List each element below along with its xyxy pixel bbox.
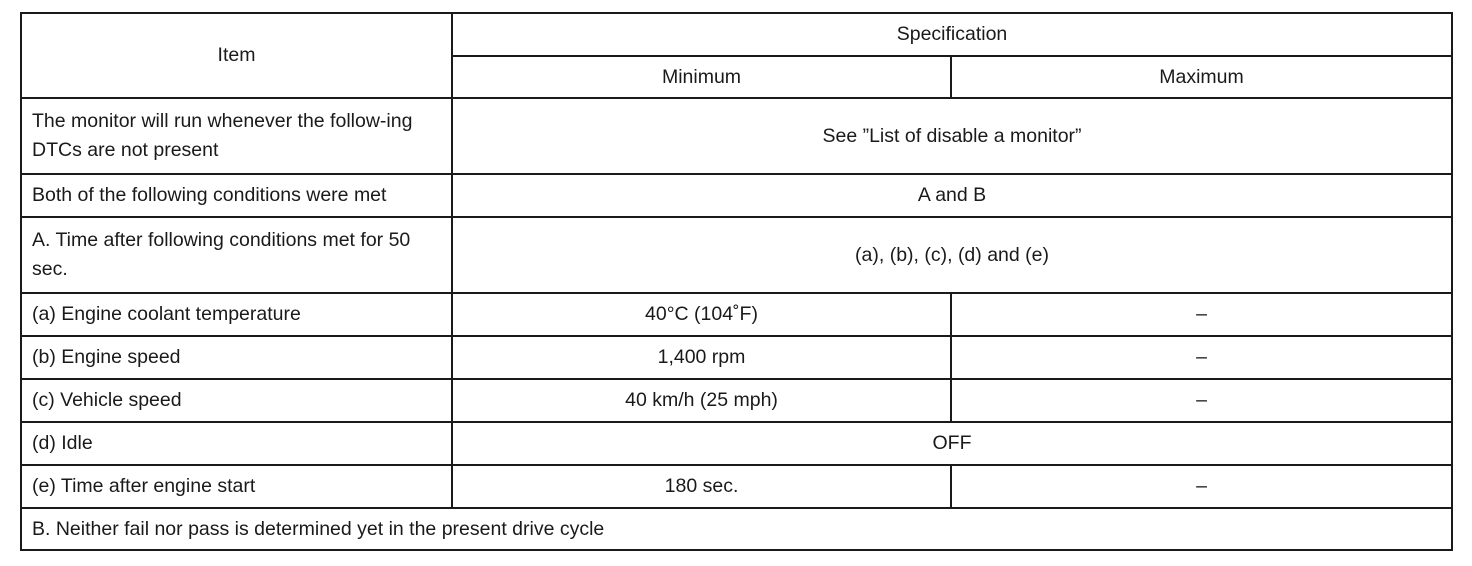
- row-min: 180 sec.: [452, 465, 951, 508]
- table-row: [21, 465, 1452, 508]
- row-item: (e) Time after engine start: [21, 465, 452, 508]
- row-max: –: [951, 336, 1452, 379]
- row-spec: A and B: [452, 174, 1452, 217]
- table-row: [21, 174, 1452, 217]
- row-item: A. Time after following conditions met for 50 sec.: [21, 217, 452, 293]
- table-row: [21, 379, 1452, 422]
- table-row: [21, 336, 1452, 379]
- row-item: (c) Vehicle speed: [21, 379, 452, 422]
- specification-table: [20, 12, 1453, 551]
- row-spec: (a), (b), (c), (d) and (e): [452, 217, 1452, 293]
- row-spec: OFF: [452, 422, 1452, 465]
- row-spec: See ”List of disable a monitor”: [452, 98, 1452, 174]
- table-row: [21, 98, 1452, 174]
- table-row: [21, 422, 1452, 465]
- row-item: (b) Engine speed: [21, 336, 452, 379]
- row-min: 1,400 rpm: [452, 336, 951, 379]
- row-item: The monitor will run whenever the follow-ing DTCs are not present: [21, 98, 452, 174]
- row-item: (a) Engine coolant temperature: [21, 293, 452, 336]
- header-minimum: Minimum: [452, 56, 951, 98]
- table-row: [21, 508, 1452, 550]
- header-item: Item: [21, 13, 452, 98]
- row-max: –: [951, 379, 1452, 422]
- row-min: 40 km/h (25 mph): [452, 379, 951, 422]
- row-max: –: [951, 465, 1452, 508]
- table-row: [21, 217, 1452, 293]
- row-max: –: [951, 293, 1452, 336]
- header-specification: Specification: [452, 13, 1452, 56]
- row-item: Both of the following conditions were met: [21, 174, 452, 217]
- header-row: [21, 13, 1452, 56]
- row-min: 40°C (104˚F): [452, 293, 951, 336]
- header-maximum: Maximum: [951, 56, 1452, 98]
- row-item: (d) Idle: [21, 422, 452, 465]
- table-row: [21, 293, 1452, 336]
- row-item: B. Neither fail nor pass is determined yet in the present drive cycle: [21, 508, 1452, 550]
